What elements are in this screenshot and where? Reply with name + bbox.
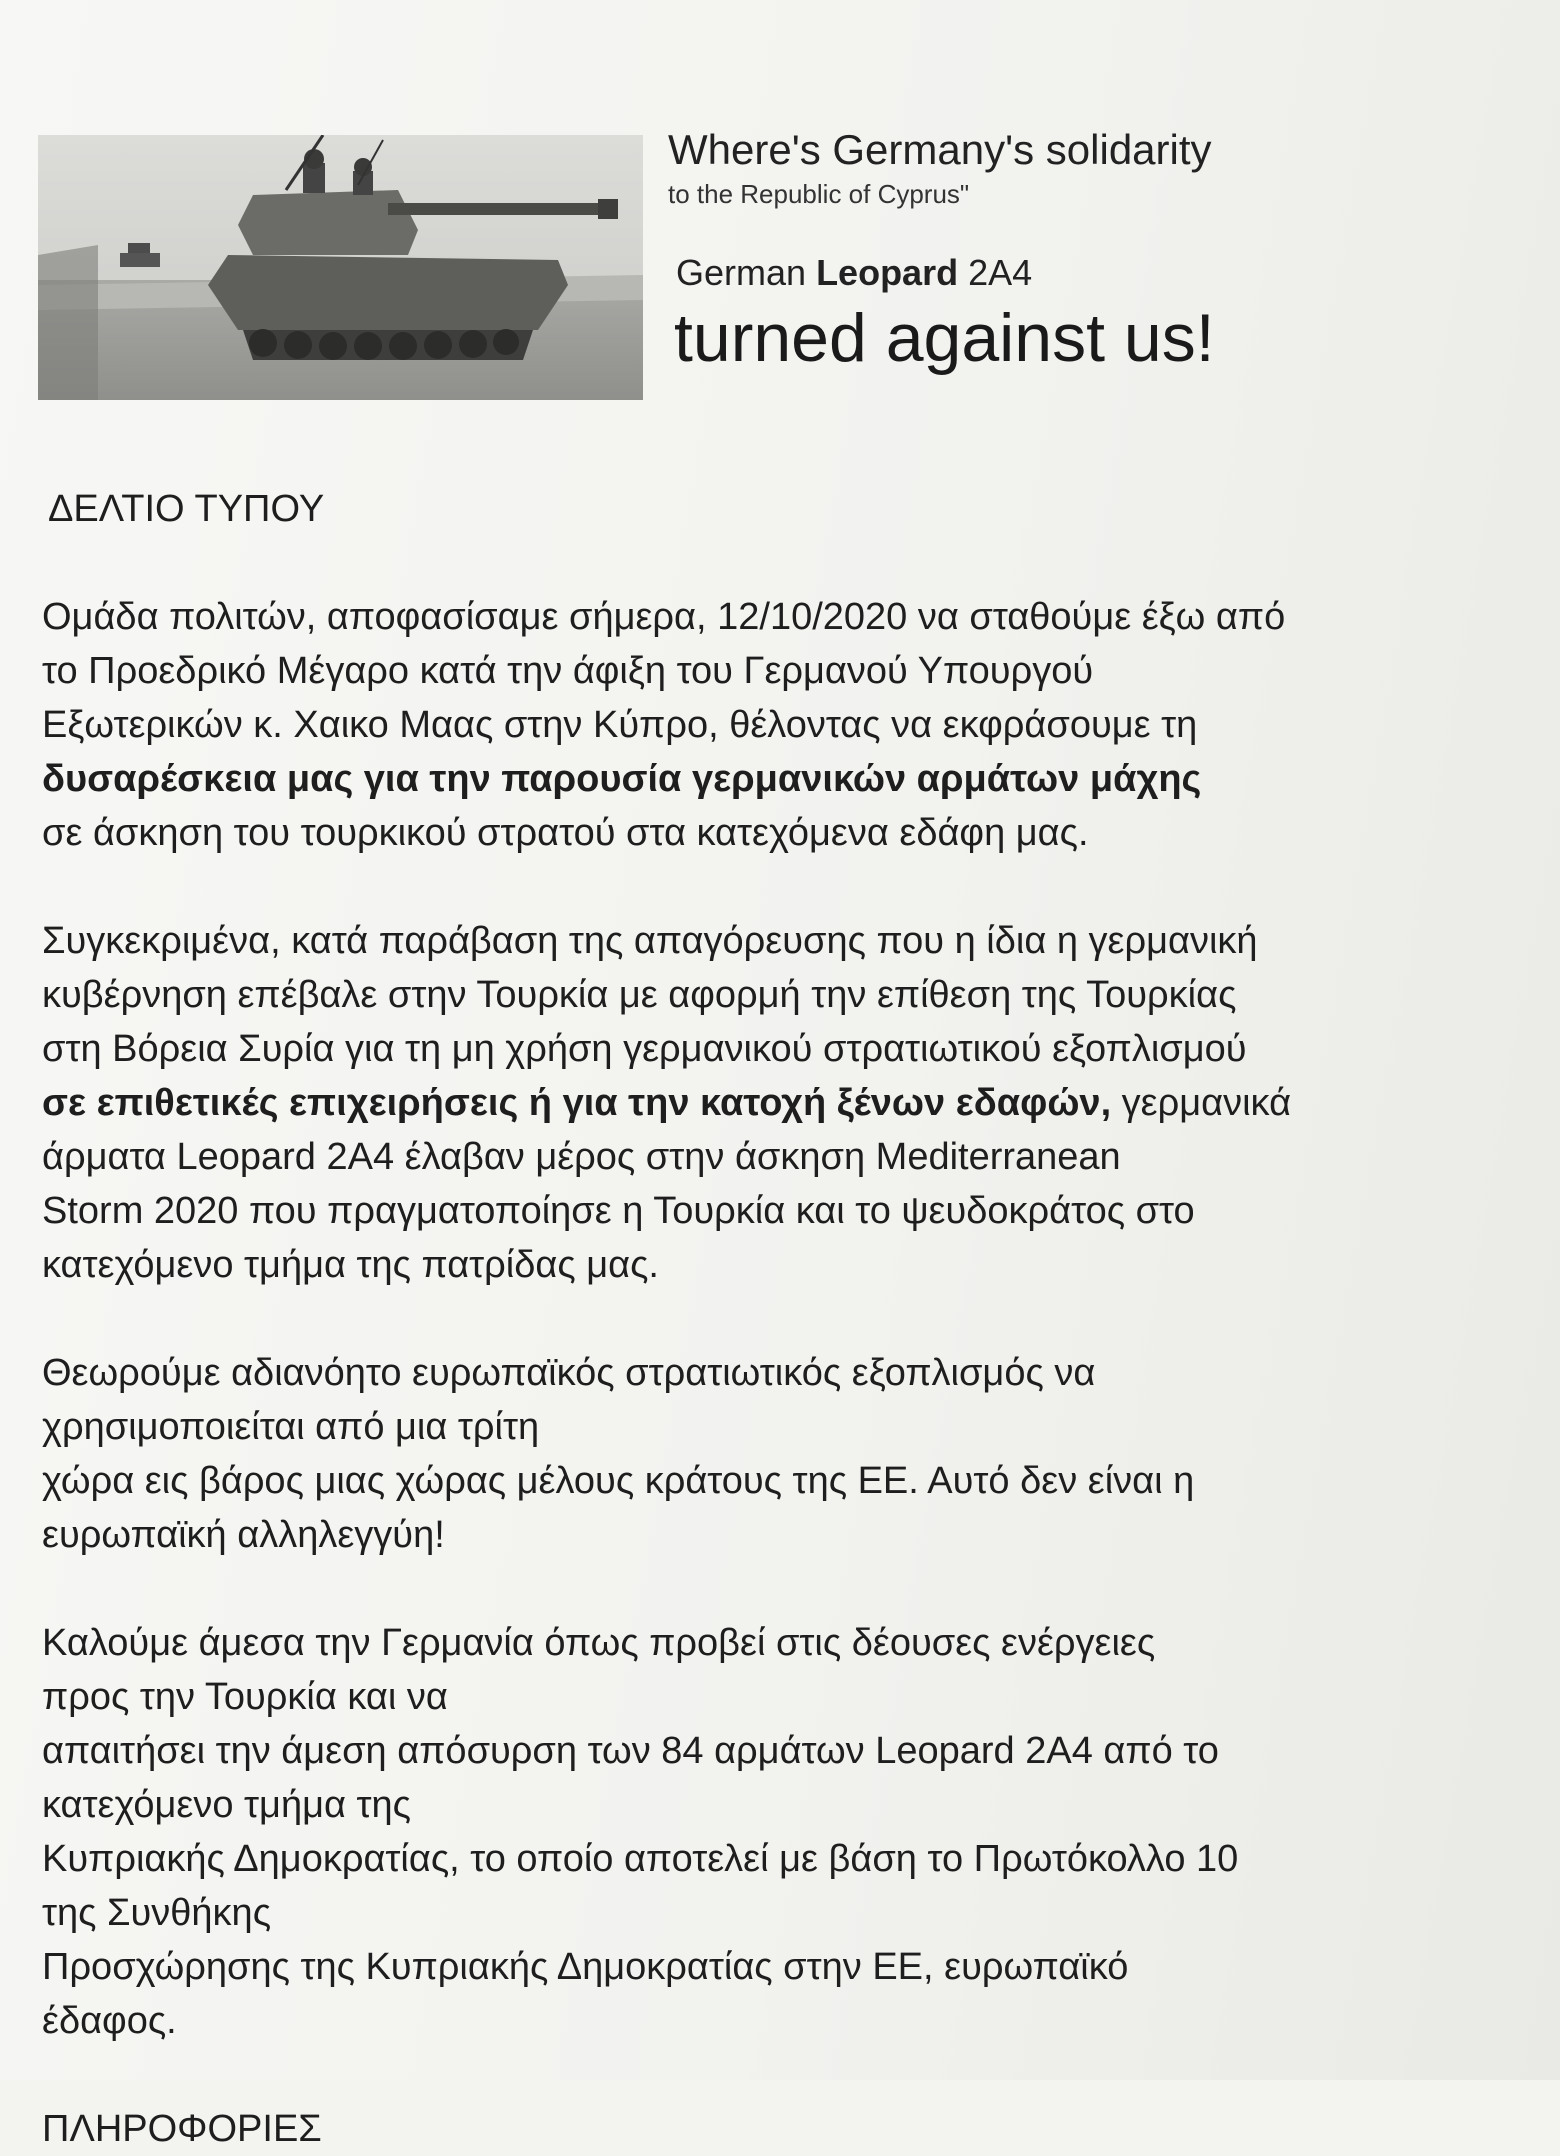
p3-line-2: χρησιμοποιείται από μια τρίτη [42,1406,540,1448]
p4-line-3: απαιτήσει την άμεση απόσυρση των 84 αρμάτων Leopard 2A4 από το [42,1730,1219,1772]
p4-line-6: της Συνθήκης [42,1892,272,1934]
solidarity-title: Where's Germany's solidarity [668,126,1212,173]
solidarity-subtitle: to the Republic of Cyprus" [668,179,970,209]
p1-line-3: Εξωτερικών κ. Χαικο Μαας στην Κύπρο, θέλοντας να εκφράσουμε τη [42,704,1198,746]
campaign-header [668,125,1528,377]
p1-line-5: σε άσκηση του τουρκικού στρατού στα κατεχόμενα εδάφη μας. [42,812,1089,854]
p2-line-3: στη Βόρεια Συρία για τη μη χρήση γερμανικού στρατιωτικού εξοπλισμού [42,1028,1247,1070]
p2-line-1: Συγκεκριμένα, κατά παράβαση της απαγόρευσης που η ίδια η γερμανική [42,920,1258,962]
p4-line-7: Προσχώρησης της Κυπριακής Δημοκρατίας στην ΕΕ, ευρωπαϊκό [42,1946,1129,1988]
p2-line-7: κατεχόμενο τμήμα της πατρίδας μας. [42,1244,659,1286]
p3-line-4: ευρωπαϊκή αλληλεγγύη! [42,1514,445,1556]
press-release-title: ΔΕΛΤΙΟ ΤΥΠΟΥ [48,488,325,530]
paragraph-2 [42,914,1542,1292]
p4-line-5: Κυπριακής Δημοκρατίας, το οποίο αποτελεί με βάση το Πρωτόκολλο 10 [42,1838,1239,1880]
p2-line-4-rest: γερμανικά [1111,1082,1292,1124]
tank-model-line [676,251,1528,295]
p4-line-4: κατεχόμενο τμήμα της [42,1784,411,1826]
p2-line-5: άρματα Leopard 2A4 έλαβαν μέρος στην άσκηση Mediterranean [42,1136,1121,1178]
p4-line-8: έδαφος. [42,2000,177,2042]
p1-line-2: το Προεδρικό Μέγαρο κατά την άφιξη του Γερμανού Υπουργού [42,650,1094,692]
slogan: turned against us! [674,300,1215,376]
p2-bold-text: σε επιθετικές επιχειρήσεις ή για την κατοχή ξένων εδαφών, [42,1082,1112,1124]
tank-photo [38,135,643,400]
p1-bold-text: δυσαρέσκεια μας για την παρουσία γερμανικών αρμάτων μάχης [42,758,1202,800]
p1-line-4 [42,752,1542,806]
info-heading: ΠΛΗΡΟΦΟΡΙΕΣ [42,2108,322,2150]
model-suffix: 2A4 [968,252,1033,293]
p3-line-1: Θεωρούμε αδιανόητο ευρωπαϊκός στρατιωτικός εξοπλισμός να [42,1352,1096,1394]
p2-line-2: κυβέρνηση επέβαλε στην Τουρκία με αφορμή την επίθεση της Τουρκίας [42,974,1237,1016]
p1-line-1: Ομάδα πολιτών, αποφασίσαμε σήμερα, 12/10/2020 να σταθούμε έξω από [42,596,1286,638]
model-prefix: German [676,252,807,293]
paragraph-4 [42,1616,1542,2048]
p3-line-3: χώρα εις βάρος μιας χώρας μέλους κράτους της ΕΕ. Αυτό δεν είναι η [42,1460,1195,1502]
tank-photo-illustration [38,135,643,400]
model-bold: Leopard [816,252,959,293]
p2-line-4 [42,1076,1542,1130]
p4-line-2: προς την Τουρκία και να [42,1676,448,1718]
press-release-body [42,482,1542,2156]
p2-line-6: Storm 2020 που πραγματοποίησε η Τουρκία και το ψευδοκράτος στο [42,1190,1195,1232]
p4-line-1: Καλούμε άμεσα την Γερμανία όπως προβεί στις δέουσες ενέργειες [42,1622,1156,1664]
paragraph-3 [42,1346,1542,1562]
paragraph-1 [42,590,1542,860]
